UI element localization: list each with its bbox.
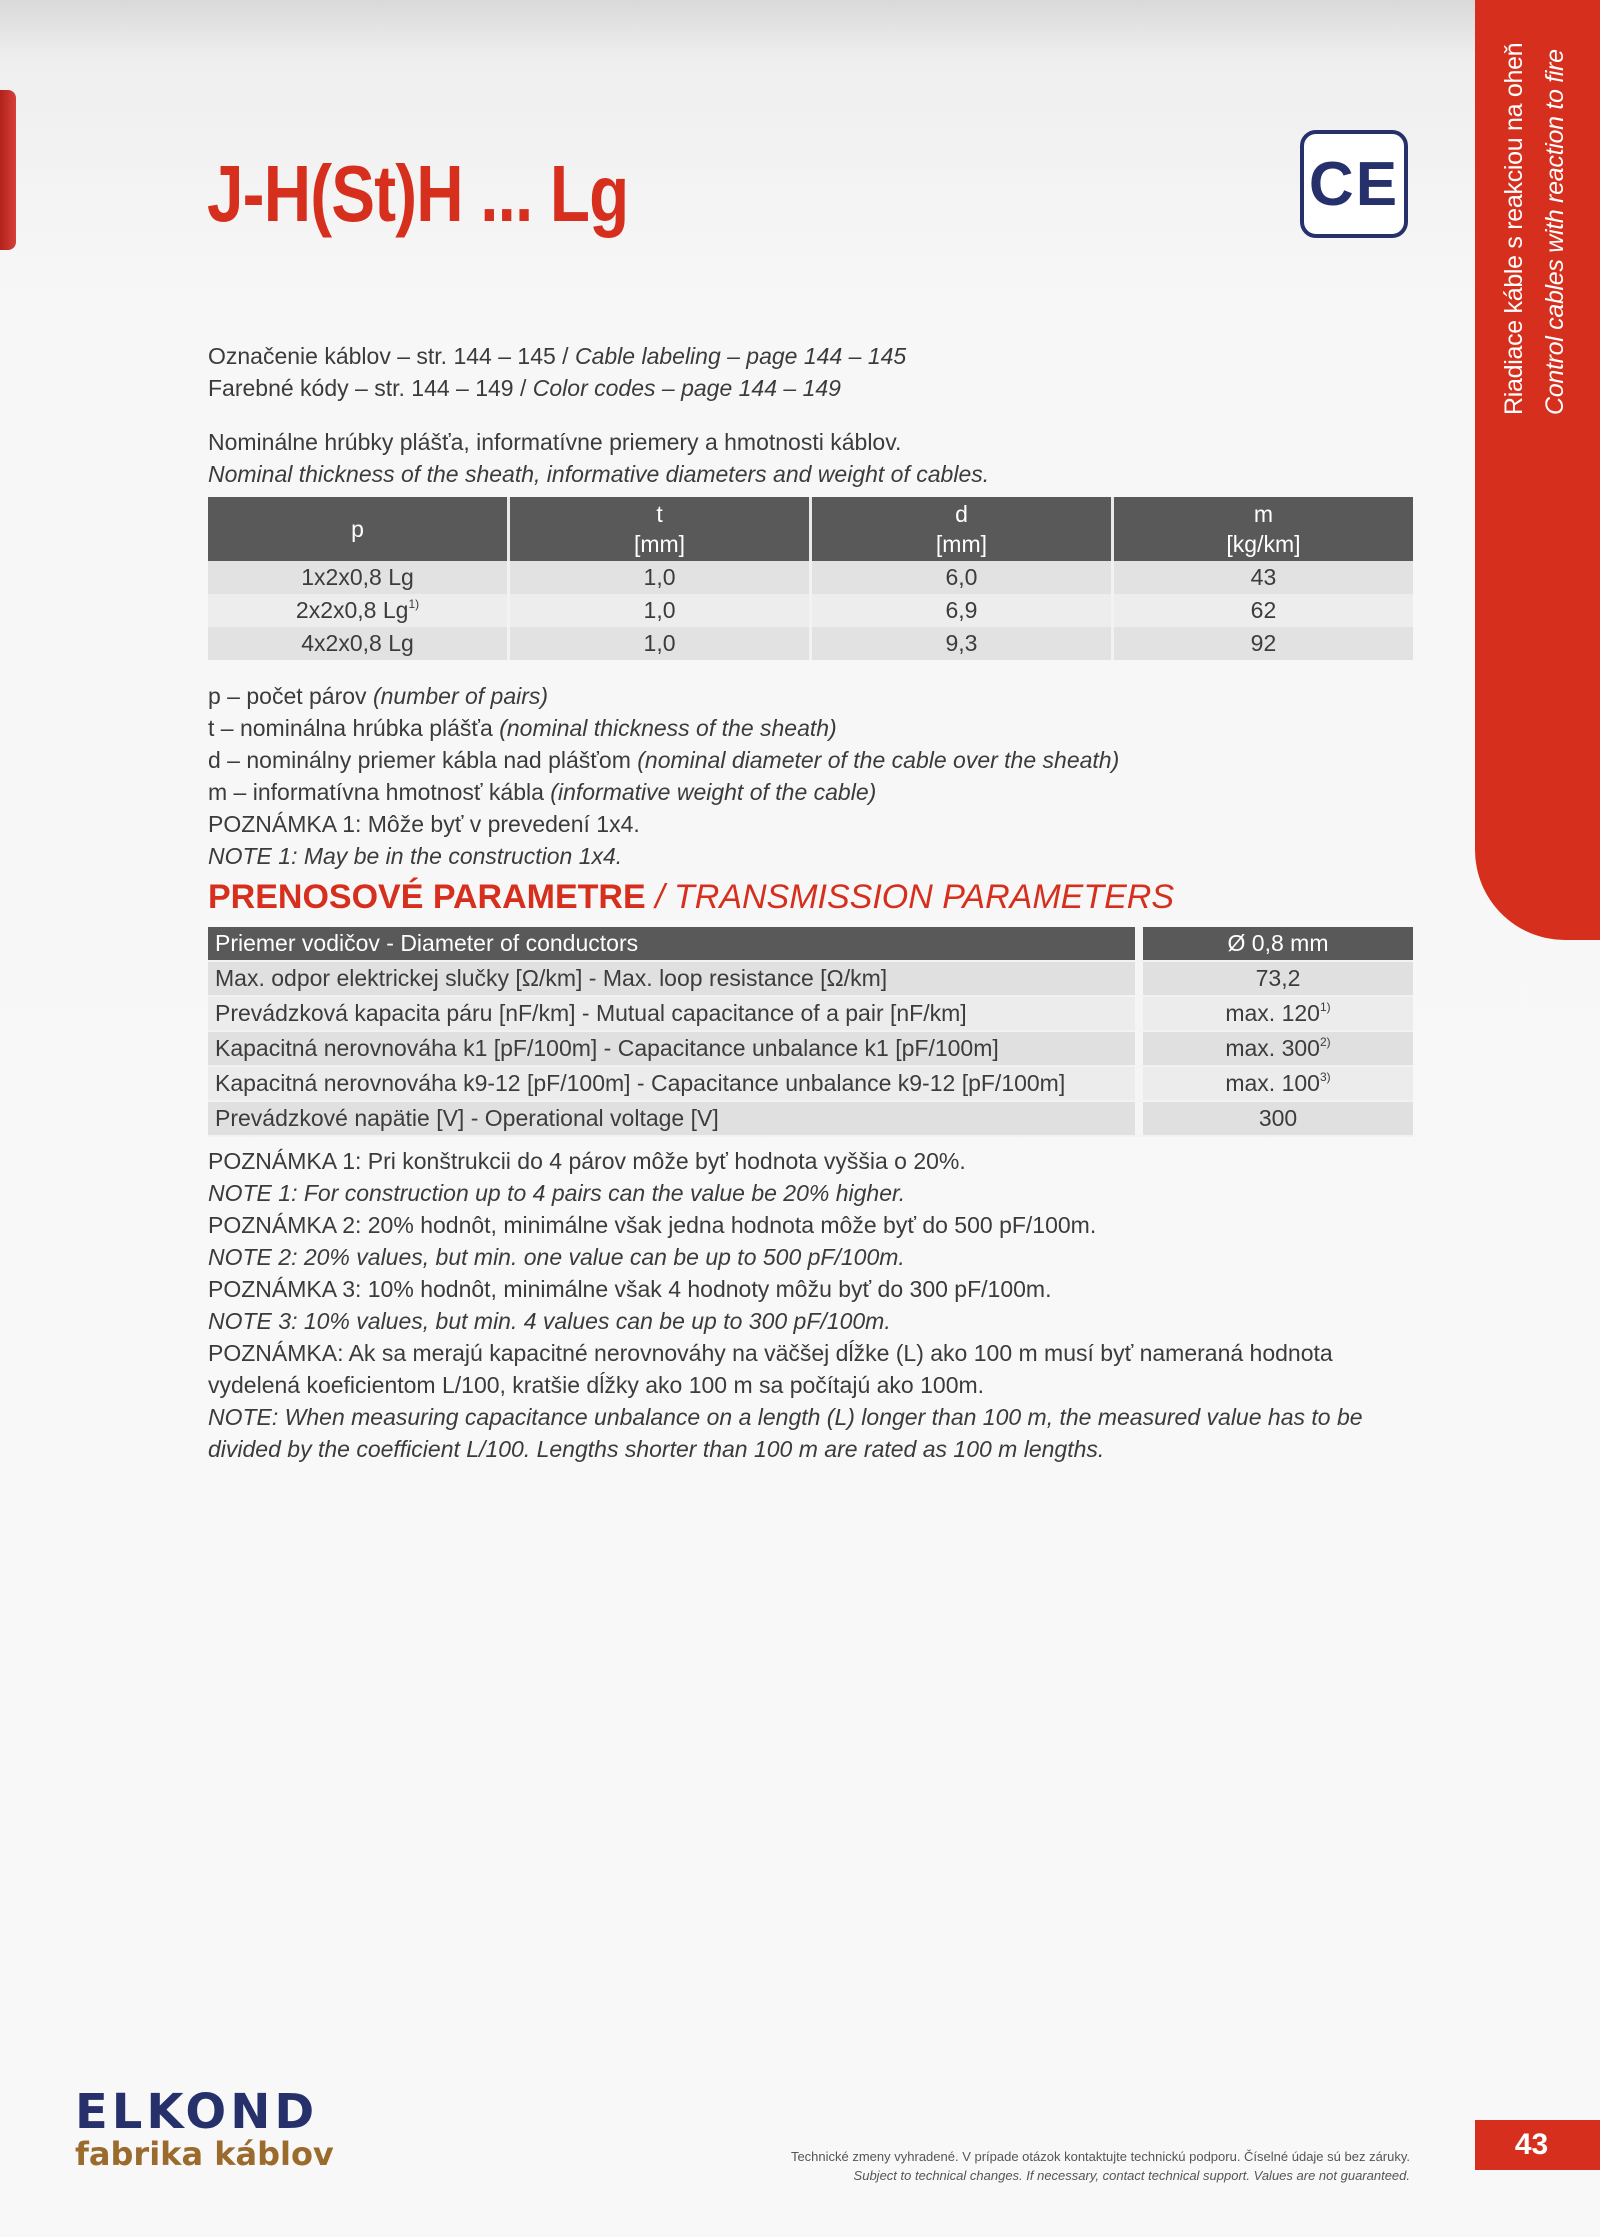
table-row: [208, 1067, 1413, 1102]
legend-sk: p – počet párov: [208, 683, 367, 709]
param-cell: Prevádzková kapacita páru [nF/km] - Mutual capacitance of a pair [nF/km]: [208, 997, 1135, 1032]
param-cell: Max. odpor elektrickej slučky [Ω/km] - Max. loop resistance [Ω/km]: [208, 962, 1135, 997]
nominal-en-text: Nominal thickness of the sheath, informative diameters and weight of cables.: [208, 461, 990, 487]
logo-sub: fabrika káblov: [75, 2135, 334, 2173]
dims-header-t: [507, 497, 809, 561]
note-line: [208, 1434, 1104, 1465]
legend-en: (informative weight of the cable): [550, 779, 877, 805]
legend-m: [208, 777, 876, 808]
disclaimer: [791, 2147, 1410, 2185]
cell-p: [208, 627, 507, 660]
cell-p: [208, 561, 507, 594]
colors-en: Color codes – page 144 – 149: [532, 375, 841, 401]
header-label: p: [351, 516, 364, 542]
table-row: [208, 594, 1413, 627]
note-text: NOTE 3: 10% values, but min. 4 values can be up to 300 pF/100m.: [208, 1308, 891, 1334]
dims-header-d: [809, 497, 1111, 561]
note-line: vydelená koeficientom L/100, kratšie dĺžky ako 100 m sa počítajú ako 100m.: [208, 1372, 985, 1398]
disclaimer-en: Subject to technical changes. If necessary, contact technical support. Values are not guaranteed.: [853, 2168, 1410, 2183]
cell-t: 1,0: [507, 627, 809, 660]
cell-m: 43: [1111, 561, 1413, 594]
labeling-en: Cable labeling – page 144 – 145: [574, 343, 907, 369]
cable-image-edge: [0, 90, 16, 250]
param-cell: Priemer vodičov - Diameter of conductors: [208, 927, 1135, 962]
value-cell: [1135, 997, 1413, 1032]
section-title: [208, 878, 1174, 917]
cell-text: 1x2x0,8 Lg: [301, 564, 414, 590]
footnote-mark: 1): [1319, 1000, 1331, 1014]
side-tab-sk: Riadiace káble s reakciou na oheň: [1500, 42, 1528, 415]
cell-t: 1,0: [507, 561, 809, 594]
dimensions-table: [208, 497, 1413, 660]
note-line: POZNÁMKA 2: 20% hodnôt, minimálne však jedna hodnota môže byť do 500 pF/100m.: [208, 1212, 1097, 1238]
legend-sk: t – nominálna hrúbka plášťa: [208, 715, 493, 741]
table-row: [208, 561, 1413, 594]
header-label: m: [1253, 501, 1274, 527]
note1-en: [208, 841, 622, 872]
cell-text: 4x2x0,8 Lg: [301, 630, 414, 656]
note-line: POZNÁMKA 1: Pri konštrukcii do 4 párov môže byť hodnota vyššia o 20%.: [208, 1148, 966, 1174]
header-unit: [mm]: [633, 531, 686, 557]
cell-t: 1,0: [507, 594, 809, 627]
note1-en-text: NOTE 1: May be in the construction 1x4.: [208, 843, 623, 869]
cell-d: 6,0: [809, 561, 1111, 594]
elkond-logo: [75, 2086, 334, 2172]
nominal-en: [208, 459, 989, 490]
dims-header-row: [208, 497, 1413, 561]
param-cell: Prevádzkové napätie [V] - Operational voltage [V]: [208, 1102, 1135, 1137]
legend-en: (nominal thickness of the sheath): [499, 715, 837, 741]
value-cell: Ø 0,8 mm: [1135, 927, 1413, 962]
cell-text: 2x2x0,8 Lg: [295, 597, 409, 623]
page-title: J-H(St)H ... Lg: [207, 149, 629, 238]
value-text: 73,2: [1255, 965, 1301, 991]
labeling-sk: Označenie káblov – str. 144 – 145 /: [208, 343, 569, 369]
note-text: NOTE 1: For construction up to 4 pairs can the value be 20% higher.: [208, 1180, 906, 1206]
cell-m: 92: [1111, 627, 1413, 660]
table-row: [208, 1102, 1413, 1137]
footnote-mark: 1): [408, 597, 420, 611]
note1-sk: POZNÁMKA 1: Môže byť v prevedení 1x4.: [208, 811, 640, 837]
note-text: NOTE: When measuring capacitance unbalance on a length (L) longer than 100 m, the measured value has to be: [208, 1404, 1363, 1430]
table-row: [208, 997, 1413, 1032]
legend-sk: d – nominálny priemer kábla nad plášťom: [208, 747, 631, 773]
trans-header-row: [208, 927, 1413, 962]
note-line: POZNÁMKA 3: 10% hodnôt, minimálne však 4 hodnoty môžu byť do 300 pF/100m.: [208, 1276, 1052, 1302]
param-cell: Kapacitná nerovnováha k9-12 [pF/100m] - Capacitance unbalance k9-12 [pF/100m]: [208, 1067, 1135, 1102]
ce-mark-text: CE: [1308, 149, 1400, 219]
section-title-en: / TRANSMISSION PARAMETERS: [655, 878, 1174, 916]
value-text: max. 120: [1225, 1000, 1320, 1026]
value-text: max. 100: [1225, 1070, 1320, 1096]
page-number: 43: [1475, 2120, 1600, 2170]
legend-p: [208, 681, 548, 712]
value-cell: [1135, 1032, 1413, 1067]
legend-en: (number of pairs): [372, 683, 549, 709]
header-unit: [mm]: [935, 531, 988, 557]
nominal-sk: Nominálne hrúbky plášťa, informatívne priemery a hmotnosti káblov.: [208, 429, 902, 455]
note-line: POZNÁMKA: Ak sa merajú kapacitné nerovnováhy na väčšej dĺžke (L) ako 100 m musí byť nameraná hodnota: [208, 1340, 1333, 1366]
header-unit: [kg/km]: [1226, 531, 1301, 557]
colors-line: [208, 373, 841, 404]
table-row: [208, 962, 1413, 997]
header-label: t: [656, 501, 663, 527]
cell-d: 9,3: [809, 627, 1111, 660]
side-tab-text: [1473, 42, 1600, 540]
transmission-table: [208, 927, 1413, 1137]
side-tab-en: Control cables with reaction to fire: [1541, 49, 1569, 415]
section-title-sk: PRENOSOVÉ PARAMETRE: [208, 878, 646, 916]
colors-sk: Farebné kódy – str. 144 – 149 /: [208, 375, 527, 401]
legend-sk: m – informatívna hmotnosť kábla: [208, 779, 544, 805]
cell-d: 6,9: [809, 594, 1111, 627]
value-text: 300: [1258, 1105, 1298, 1131]
param-cell: Kapacitná nerovnováha k1 [pF/100m] - Capacitance unbalance k1 [pF/100m]: [208, 1032, 1135, 1067]
header-label: d: [955, 501, 968, 527]
note-text: divided by the coefficient L/100. Lengths shorter than 100 m are rated as 100 m lengths.: [208, 1436, 1105, 1462]
note-line: [208, 1242, 905, 1273]
note-text: NOTE 2: 20% values, but min. one value can be up to 500 pF/100m.: [208, 1244, 905, 1270]
footnote-mark: 3): [1319, 1070, 1331, 1084]
value-cell: [1135, 1067, 1413, 1102]
note-line: [208, 1402, 1363, 1433]
legend-t: [208, 713, 837, 744]
footnote-mark: 2): [1319, 1035, 1331, 1049]
value-cell: [1135, 962, 1413, 997]
value-cell: [1135, 1102, 1413, 1137]
note-line: [208, 1178, 905, 1209]
table-row: [208, 1032, 1413, 1067]
cell-p: [208, 594, 507, 627]
note-line: [208, 1306, 891, 1337]
labeling-line: [208, 341, 906, 372]
legend-d: [208, 745, 1119, 776]
logo-brand: ELKOND: [75, 2084, 319, 2140]
dims-header-p: [208, 497, 507, 561]
value-text: max. 300: [1225, 1035, 1320, 1061]
disclaimer-sk: Technické zmeny vyhradené. V prípade otázok kontaktujte technickú podporu. Číselné údaje sú bez záruky.: [790, 2149, 1410, 2164]
table-row: [208, 627, 1413, 660]
cell-m: 62: [1111, 594, 1413, 627]
ce-mark-icon: [1300, 130, 1408, 238]
dims-header-m: [1111, 497, 1413, 561]
legend-en: (nominal diameter of the cable over the sheath): [637, 747, 1120, 773]
